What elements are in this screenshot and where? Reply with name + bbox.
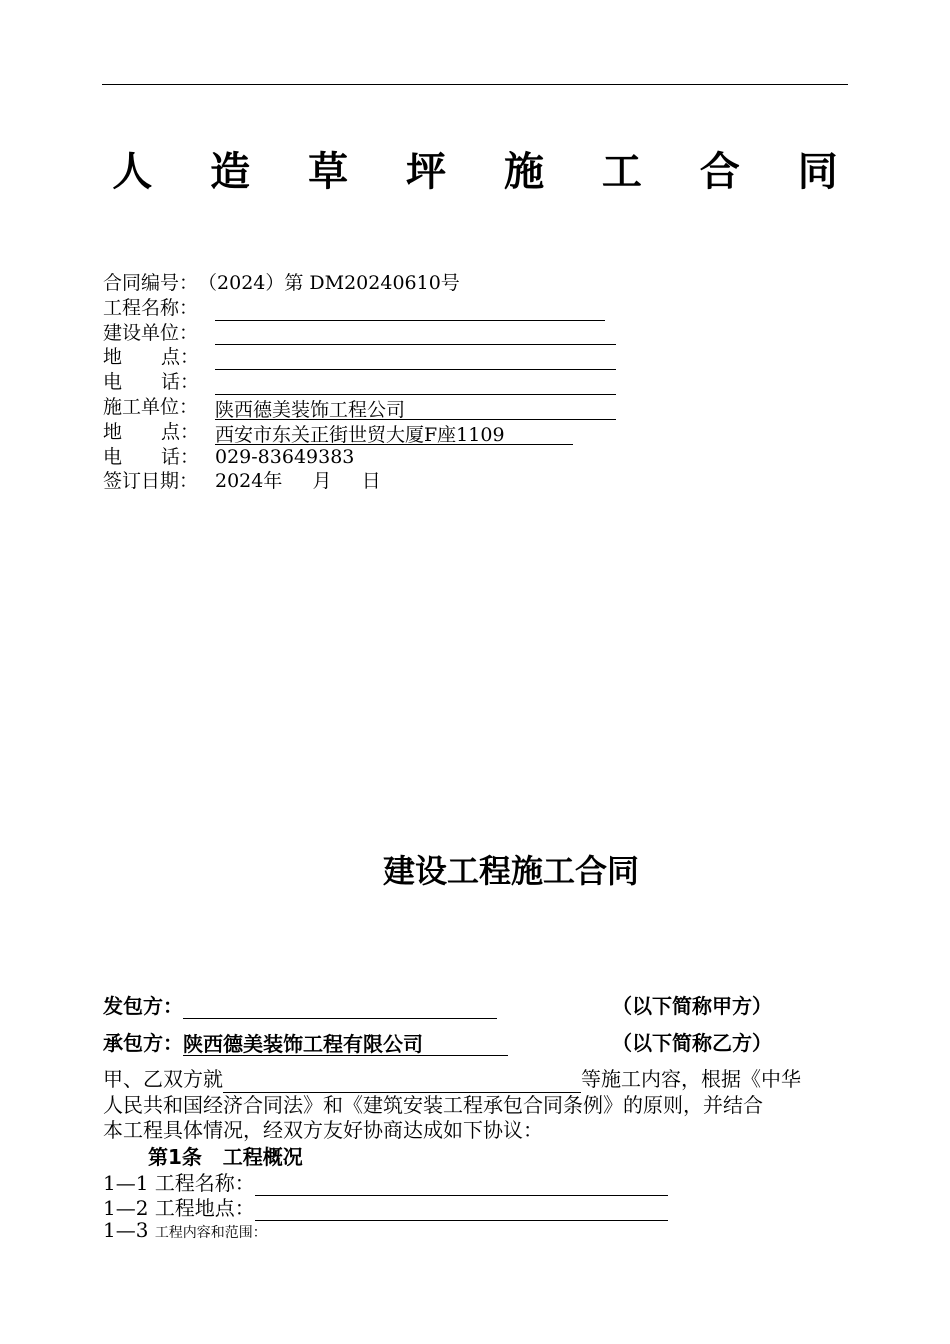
location-blank[interactable] [215,351,616,370]
contractor-label: 施工单位： [103,395,199,418]
party-b-row [103,1027,508,1056]
intro-paragraph [103,1067,849,1144]
clause-1-2 [103,1192,668,1221]
party-a-blank[interactable] [183,998,497,1019]
intro-start: 甲、乙双方就 [103,1067,223,1091]
sign-date-row [103,469,616,494]
clause-1-3-label: 工程内容和范围： [154,1225,267,1241]
contractor-location-value: 西安市东关正街世贸大厦F座1109 [215,426,573,445]
header-rule [102,84,848,85]
contractor-phone-row [103,445,616,470]
phone-label: 电 话： [103,371,199,394]
clause-1-2-blank[interactable] [255,1200,668,1221]
clause-1-2-number: 1—2 [103,1196,149,1220]
clause-1-1-label: 工程名称： [154,1171,255,1195]
builder-blank[interactable] [215,326,616,345]
clause-1-3 [103,1218,267,1242]
scope-blank[interactable] [223,1072,581,1093]
clause-1-2-label: 工程地点： [154,1196,255,1220]
intro-line-3: 本工程具体情况，经双方友好协商达成如下协议： [103,1118,543,1142]
intro-line-1 [103,1067,849,1093]
contractor-value: 陕西德美装饰工程公司 [215,401,616,420]
contractor-phone-value: 029-83649383 [215,445,355,468]
cover-title: 人 造 草 坪 施 工 合 同 [112,149,860,195]
party-a-label: 发包方： [103,994,183,1018]
project-name-blank[interactable] [215,302,605,321]
clause-1-3-number: 1—3 [103,1218,149,1242]
contract-number-label: 合同编号： [103,272,199,294]
clause-1-1-number: 1—1 [103,1171,149,1195]
contractor-location-row [103,420,616,445]
builder-label: 建设单位： [103,321,199,344]
location-row [103,345,616,370]
location-label: 地 点： [103,346,199,369]
project-name-label: 工程名称： [103,296,199,319]
contractor-row [103,395,616,420]
sign-date-value: 2024年 月 日 [215,470,381,493]
builder-row [103,321,616,346]
intro-line-2: 人民共和国经济合同法》和《建筑安装工程承包合同条例》的原则，并结合 [103,1092,763,1117]
contract-number-row [103,271,616,296]
article-1-heading: 第1条 工程概况 [148,1145,303,1169]
project-name-row [103,296,616,321]
contract-title: 建设工程施工合同 [383,852,640,890]
phone-row [103,370,616,395]
party-b-note: （以下简称乙方） [612,1031,772,1055]
party-a-note: （以下简称甲方） [612,994,772,1018]
cover-info-block [103,271,616,494]
party-b-value: 陕西德美装饰工程有限公司 [183,1035,508,1056]
contractor-location-label: 地 点： [103,420,199,443]
party-a-row [103,990,497,1019]
contract-number-value: （2024）第 DM20240610号 [198,272,460,294]
intro-after-blank: 等施工内容，根据《中华 [581,1067,801,1091]
phone-blank[interactable] [215,376,616,395]
party-b-label: 承包方： [103,1031,183,1055]
sign-date-label: 签订日期： [103,470,199,493]
contractor-phone-label: 电 话： [103,445,199,468]
